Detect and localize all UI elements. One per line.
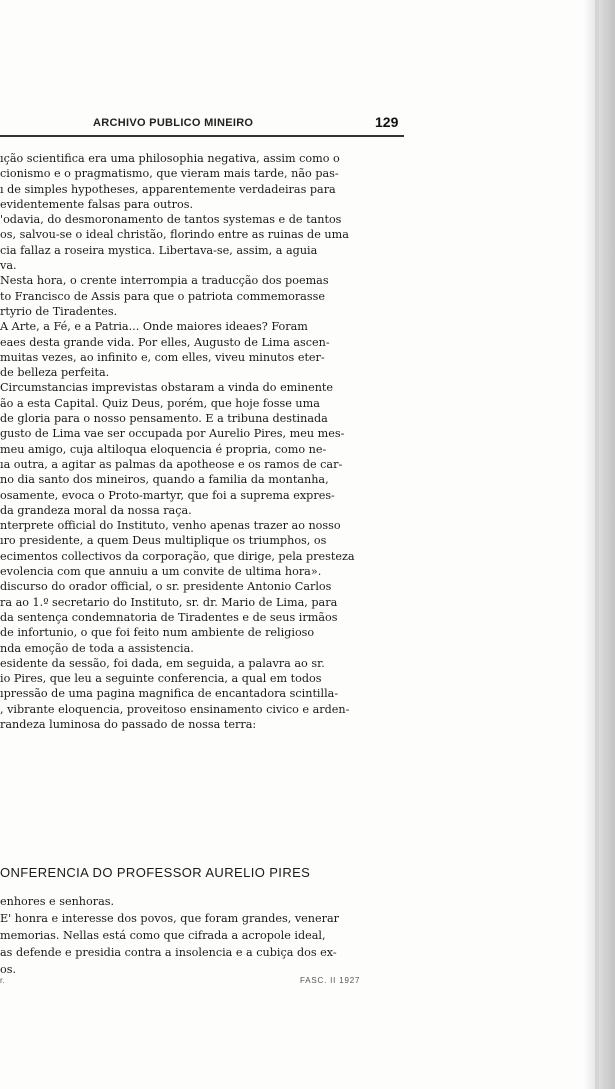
- text-line: eaes desta grande vida. Por elles, Augusto de Lima ascen-: [0, 335, 330, 349]
- lecture-line: memorias. Nellas está como que cifrada a acropole ideal,: [0, 929, 326, 942]
- text-line: cia fallaz a roseira mystica. Libertava-se, assim, a aguia: [0, 243, 318, 257]
- text-line: nda emoção de toda a assistencia.: [0, 641, 194, 655]
- text-line: va.: [0, 259, 17, 273]
- text-line: osamente, evoca o Proto-martyr, que foi a suprema expres-: [0, 488, 335, 502]
- text-line: da sentença condemnatoria de Tiradentes e de seus irmãos: [0, 610, 338, 624]
- footer-signature-mark: r.: [0, 976, 5, 985]
- text-line: discurso do orador official, o sr. presidente Antonio Carlos: [0, 580, 332, 594]
- text-line: gusto de Lima vae ser occupada por Aurelio Pires, meu mes-: [0, 427, 345, 441]
- page-header: [0, 114, 404, 137]
- text-line: ıa outra, a agitar as palmas da apotheose e os ramos de car-: [0, 457, 343, 471]
- text-line: ecimentos collectivos da corporação, que dirige, pela presteza: [0, 549, 355, 563]
- text-line: Nesta hora, o crente interrompia a traducção dos poemas: [0, 274, 329, 288]
- lecture-text: [0, 893, 404, 978]
- text-line: , vibrante eloquencia, proveitoso ensinamento civico e arden-: [0, 702, 350, 716]
- text-line: Circumstancias imprevistas obstaram a vinda do eminente: [0, 381, 334, 395]
- text-line: ra ao 1.º secretario do Instituto, sr. dr. Mario de Lima, para: [0, 595, 338, 609]
- lecture-line: E' honra e interesse dos povos, que foram grandes, venerar: [0, 912, 339, 925]
- footer-issue-label: FASC. II 1927: [300, 976, 361, 985]
- text-line: cionismo e o pragmatismo, que vieram mais tarde, não pas-: [0, 167, 339, 181]
- text-line: 'odavia, do desmoronamento de tantos systemas e de tantos: [0, 213, 342, 227]
- text-line: muitas vezes, ao infinito e, com elles, viveu minutos eter-: [0, 350, 325, 364]
- text-line: ıpressão de uma pagina magnifica de encantadora scintilla-: [0, 687, 339, 701]
- text-line: io Pires, que leu a seguinte conferencia, a qual em todos: [0, 672, 322, 686]
- text-line: rtyrio de Tiradentes.: [0, 304, 118, 318]
- text-line: esidente da sessão, foi dada, em seguida, a palavra ao sr.: [0, 656, 325, 670]
- text-line: da grandeza moral da nossa raça.: [0, 503, 192, 517]
- text-line: to Francisco de Assis para que o patriota commemorasse: [0, 289, 325, 303]
- text-line: evidentemente falsas para outros.: [0, 197, 194, 211]
- page-edge-margin: [583, 0, 615, 1089]
- text-line: nterprete official do Instituto, venho apenas trazer ao nosso: [0, 519, 341, 533]
- lecture-line: as defende e presidia contra a insolencia e a cubiça dos ex-: [0, 946, 337, 959]
- text-line: ıro presidente, a quem Deus multiplique os triumphos, os: [0, 534, 327, 548]
- text-line: os, salvou-se o ideal christão, florindo entre as ruinas de uma: [0, 228, 349, 242]
- lecture-line: enhores e senhoras.: [0, 895, 115, 908]
- page-fold-shadow: [595, 0, 599, 1089]
- text-line: de belleza perfeita.: [0, 366, 110, 380]
- lecture-line: os.: [0, 963, 17, 976]
- page-number: 129: [375, 114, 399, 130]
- text-line: ıção scientifica era uma philosophia negativa, assim como o: [0, 152, 340, 165]
- text-line: ı de simples hypotheses, apparentemente verdadeiras para: [0, 182, 336, 196]
- text-line: de gloria para o nosso pensamento. E a tribuna destinada: [0, 412, 328, 426]
- text-line: no dia santo dos mineiros, quando a familia da montanha,: [0, 473, 329, 487]
- section-heading: ONFERENCIA DO PROFESSOR AURELIO PIRES: [0, 865, 311, 880]
- text-line: meu amigo, cuja altiloqua eloquencia é propria, como ne-: [0, 442, 327, 456]
- text-line: A Arte, a Fé, e a Patria... Onde maiores ideaes? Foram: [0, 320, 308, 334]
- text-line: randeza luminosa do passado de nossa terra:: [0, 717, 257, 731]
- text-line: de infortunio, o que foi feito num ambiente de religioso: [0, 626, 315, 640]
- text-line: evolencia com que annuiu a um convite de ultima hora».: [0, 565, 322, 579]
- text-line: ão a esta Capital. Quiz Deus, porém, que hoje fosse uma: [0, 396, 320, 410]
- running-head: ARCHIVO PUBLICO MINEIRO: [93, 117, 254, 129]
- body-text: [0, 151, 404, 732]
